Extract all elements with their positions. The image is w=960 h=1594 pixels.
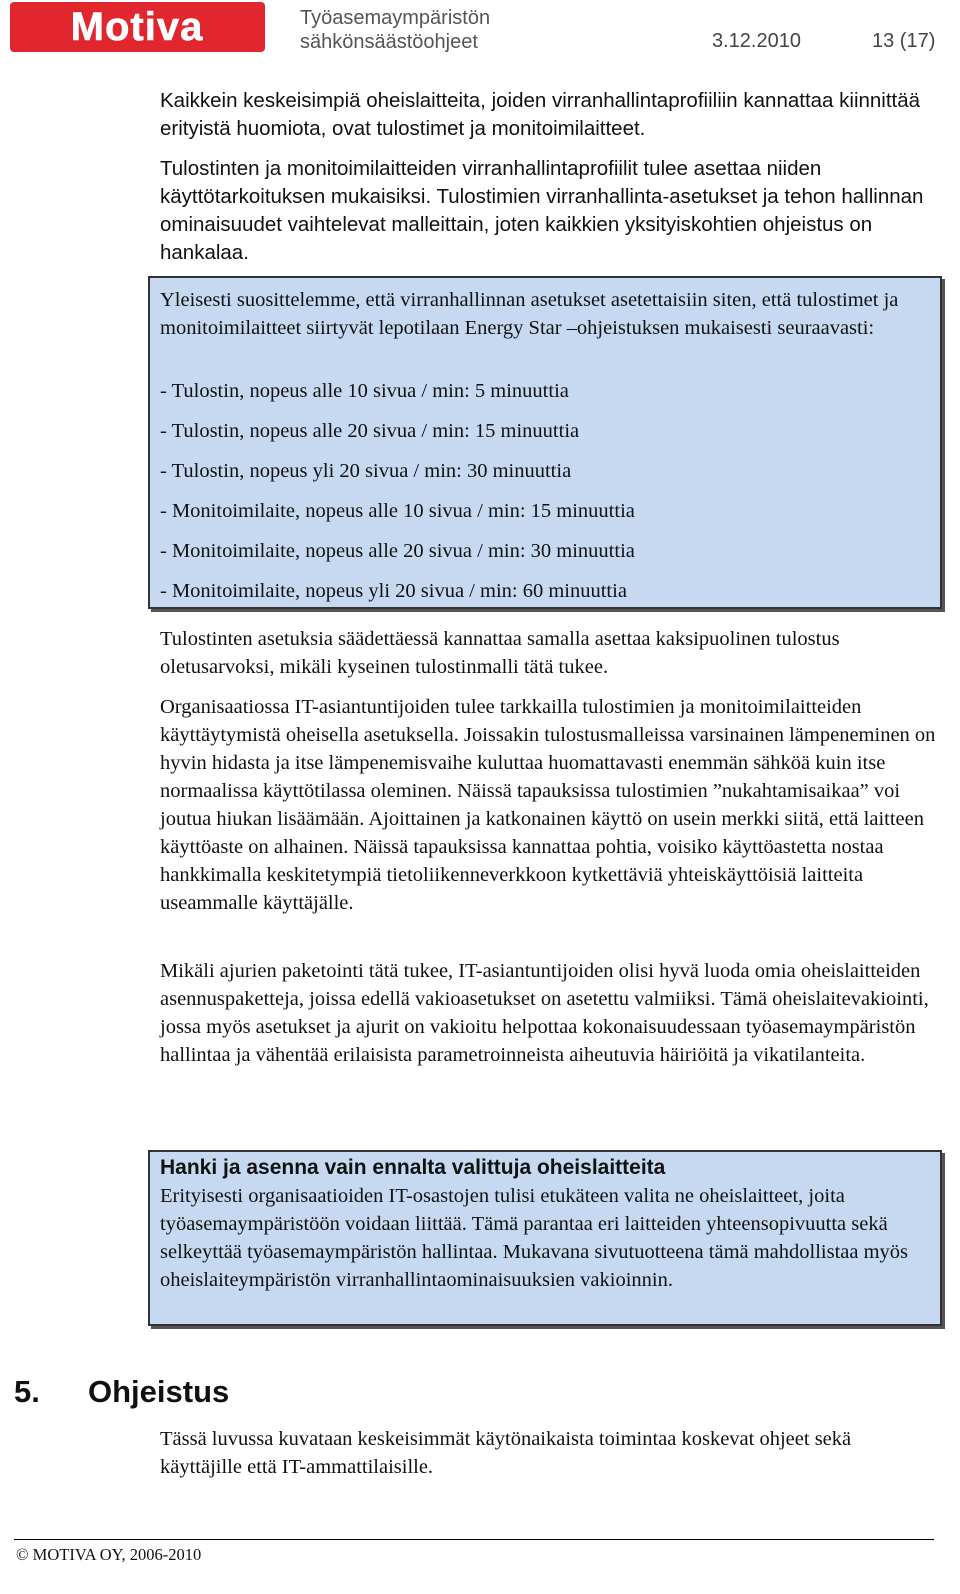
paragraph-profiles: Tulostinten ja monitoimilaitteiden virranhallintaprofiilit tulee asettaa niiden käyttötarkoituksen mukaisiksi. Tulostimien virranhallinta-asetukset ja tehon hallinnan ominaisuudet vaihtelevat malleittain, joten kaikkien yksityiskohtien ohjeistus on hankalaa.: [160, 157, 924, 264]
paragraph-monitoring: Organisaatiossa IT-asiantuntijoiden tulee tarkkailla tulostimien ja monitoimilaitteiden käyttäytymistä oheisella asetuksella. Joissakin tulostusmalleissa varsinainen lämpeneminen on hyvin hidasta ja itse lämpenemisvaihe kuluttaa huomattavasti enemmän sähköä kuin itse normaalissa käyttötilassa oleminen. Näissä tapauksissa tulostimien ”nukahtamisaikaa” voi joutua hiukan lisäämään. Ajoittainen ja katkonainen käyttö on usein merkki siitä, että laitteen käyttöaste on alhainen. Näissä tapauksissa kannattaa pohtia, voisiko käyttöastetta nostaa hankkimalla keskitetympiä tietoliikenneverkkoon kytkettäviä yhteiskäyttöisiä laitteita useammalle käyttäjälle.: [160, 696, 936, 914]
recommendation-item: - Tulostin, nopeus yli 20 sivua / min: 30 minuuttia: [160, 460, 572, 482]
recommendation-box: [148, 276, 942, 609]
document-title-line1: Työasemaympäristön: [300, 7, 491, 29]
recommendation-item: - Monitoimilaite, nopeus alle 20 sivua / min: 30 minuuttia: [160, 540, 635, 562]
paragraph-driver-packages: Mikäli ajurien paketointi tätä tukee, IT-asiantuntijoiden olisi hyvä luoda omia oheislaitteiden asennuspaketteja, joissa edellä vakioasetukset on asetettu valmiiksi. Tämä oheislaitevakiointi, jossa myös asetukset ja ajurit on vakioitu helpottaa kokonaisuudessaan työasemaympäristön hallintaa ja vähentää erilaisista parametroinneista aiheutuvia häiriöitä ja vikatilanteita.: [160, 960, 929, 1066]
logo-text: Motiva: [70, 5, 204, 49]
document-title-line2: sähkönsäästöohjeet: [300, 31, 478, 53]
section-number: 5.: [14, 1374, 40, 1409]
recommendation-item: - Monitoimilaite, nopeus alle 10 sivua / min: 15 minuuttia: [160, 500, 635, 522]
section-title: Ohjeistus: [88, 1374, 230, 1409]
paragraph-duplex: Tulostinten asetuksia säädettäessä kannattaa samalla asettaa kaksipuolinen tulostus oletusarvoksi, mikäli kyseinen tulostinmalli tätä tukee.: [160, 628, 840, 678]
recommendation-item: - Monitoimilaite, nopeus yli 20 sivua / min: 60 minuuttia: [160, 580, 627, 602]
footer-copyright: © MOTIVA OY, 2006-2010: [16, 1545, 202, 1564]
footer-divider: [14, 1539, 934, 1540]
recommendation-intro: Yleisesti suosittelemme, että virranhallinnan asetukset asetettaisiin siten, että tulostimet ja monitoimilaitteet siirtyvät lepotilaan Energy Star –ohjeistuksen mukaisesti seuraavasti:: [160, 289, 899, 339]
document-date: 3.12.2010: [712, 30, 801, 52]
highlight-heading: Hanki ja asenna vain ennalta valittuja oheislaitteita: [160, 1156, 666, 1179]
page-number: 13 (17): [872, 30, 936, 52]
highlight-box: [148, 1150, 942, 1326]
recommendation-item: - Tulostin, nopeus alle 20 sivua / min: 15 minuuttia: [160, 420, 580, 442]
paragraph-section-intro: Tässä luvussa kuvataan keskeisimmät käytönaikaista toimintaa koskevat ohjeet sekä käyttäjille että IT-ammattilaisille.: [160, 1428, 852, 1478]
document-title: [300, 6, 490, 54]
recommendation-item: - Tulostin, nopeus alle 10 sivua / min: 5 minuuttia: [160, 380, 569, 402]
highlight-body: Erityisesti organisaatioiden IT-osastojen tulisi etukäteen valita ne oheislaitteet, joita työasemaympäristöön voidaan liittää. Tämä parantaa eri laitteiden yhteensopivuutta sekä selkeyttää työasemaympäristön hallintaa. Mukavana sivutuotteena tämä mahdollistaa myös oheislaiteympäristön virranhallintaominaisuuksien vakioinnin.: [160, 1185, 909, 1291]
motiva-logo: [10, 2, 265, 52]
paragraph-intro: Kaikkein keskeisimpiä oheislaitteita, joiden virranhallintaprofiiliin kannattaa kiinnittää erityistä huomiota, ovat tulostimet ja monitoimilaitteet.: [160, 89, 921, 140]
